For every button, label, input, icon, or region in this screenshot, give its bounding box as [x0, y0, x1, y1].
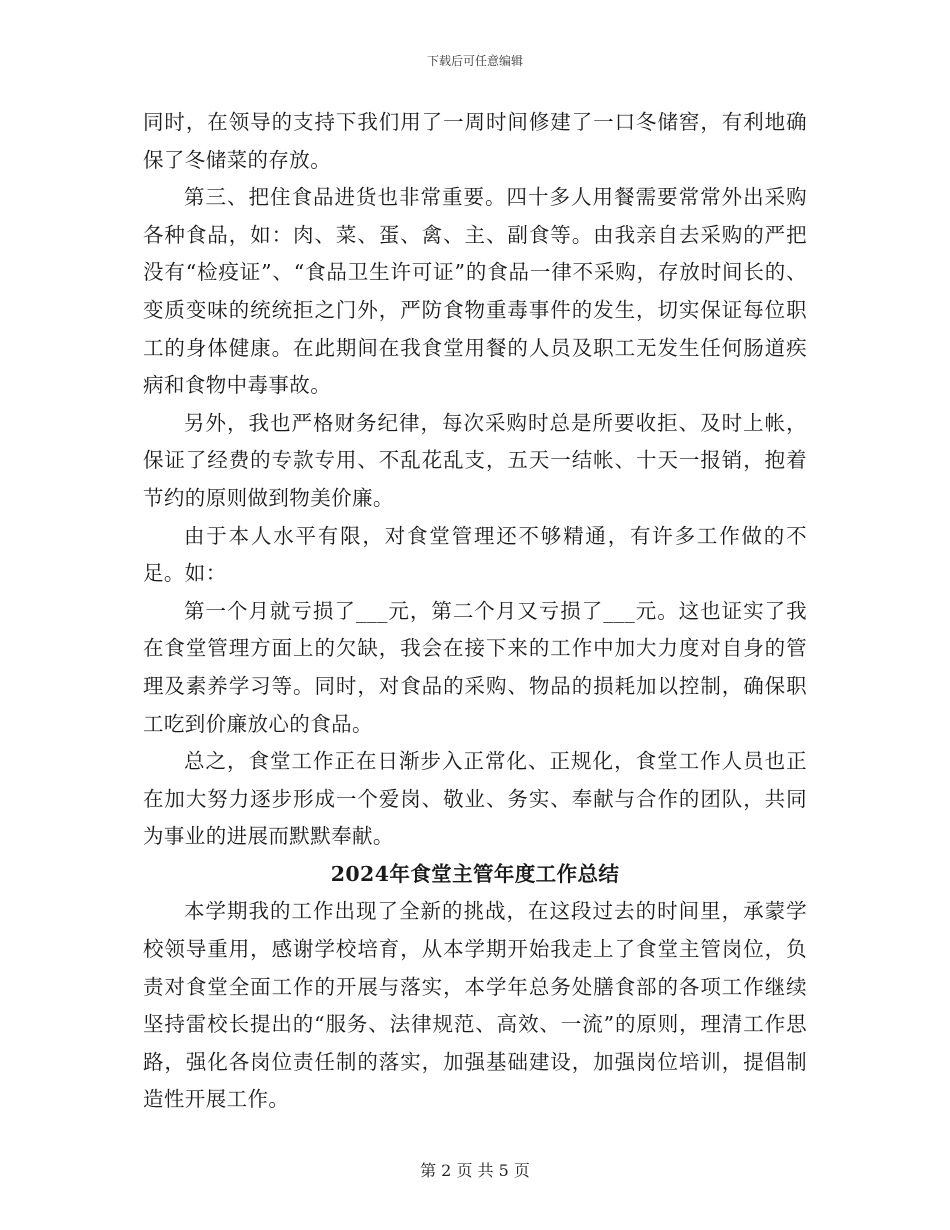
- section-title: 2024年食堂主管年度工作总结: [330, 861, 620, 886]
- paragraph-storage-cellar: 同时，在领导的支持下我们用了一周时间修建了一口冬储窖，有利地确保了冬储菜的存放。: [143, 110, 807, 172]
- document-body: [143, 104, 807, 1119]
- paragraph-losses: 第一个月就亏损了___元，第二个月又亏损了___元。这也证实了我在食堂管理方面上的欠缺，我会在接下来的工作中加大力度对自身的管理及素养学习等。同时，对食品的采购、物品的损耗加以控制，确保职工吃到价廉放心的食品。: [143, 598, 807, 736]
- paragraph-food-purchasing: 第三、把住食品进货也非常重要。四十多人用餐需要常常外出采购各种食品，如：肉、菜、蛋、禽、主、副食等。由我亲自去采购的严把没有“检疫证”、“食品卫生许可证”的食品一律不采购，存放时间长的、变质变味的统统拒之门外，严防食物重毒事件的发生，切实保证每位职工的身体健康。在此期间在我食堂用餐的人员及职工无发生任何肠道疾病和食物中毒事故。: [143, 185, 807, 398]
- page-number-footer: 第 2 页 共 5 页: [420, 1161, 530, 1180]
- paragraph-conclusion: 总之，食堂工作正在日渐步入正常化、正规化，食堂工作人员也正在加大努力逐步形成一个爱岗、敬业、务实、奉献与合作的团队，共同为事业的进展而默默奉献。: [143, 749, 807, 849]
- page-header-note: 下载后可任意编辑: [426, 54, 523, 68]
- paragraph-new-semester: 本学期我的工作出现了全新的挑战，在这段过去的时间里，承蒙学校领导重用，感谢学校培育，从本学期开始我走上了食堂主管岗位，负责对食堂全面工作的开展与落实，本学年总务处膳食部的各项工作继续坚持雷校长提出的“服务、法律规范、高效、一流”的原则，理清工作思路，强化各岗位责任制的落实，加强基础建设，加强岗位培训，提倡制造性开展工作。: [143, 899, 807, 1112]
- paragraph-shortcomings: 由于本人水平有限，对食堂管理还不够精通，有许多工作做的不足。如：: [143, 523, 807, 586]
- paragraph-finance-discipline: 另外，我也严格财务纪律，每次采购时总是所要收拒、及时上帐，保证了经费的专款专用、不乱花乱支，五天一结帐、十天一报销，抱着节约的原则做到物美价廉。: [143, 410, 807, 510]
